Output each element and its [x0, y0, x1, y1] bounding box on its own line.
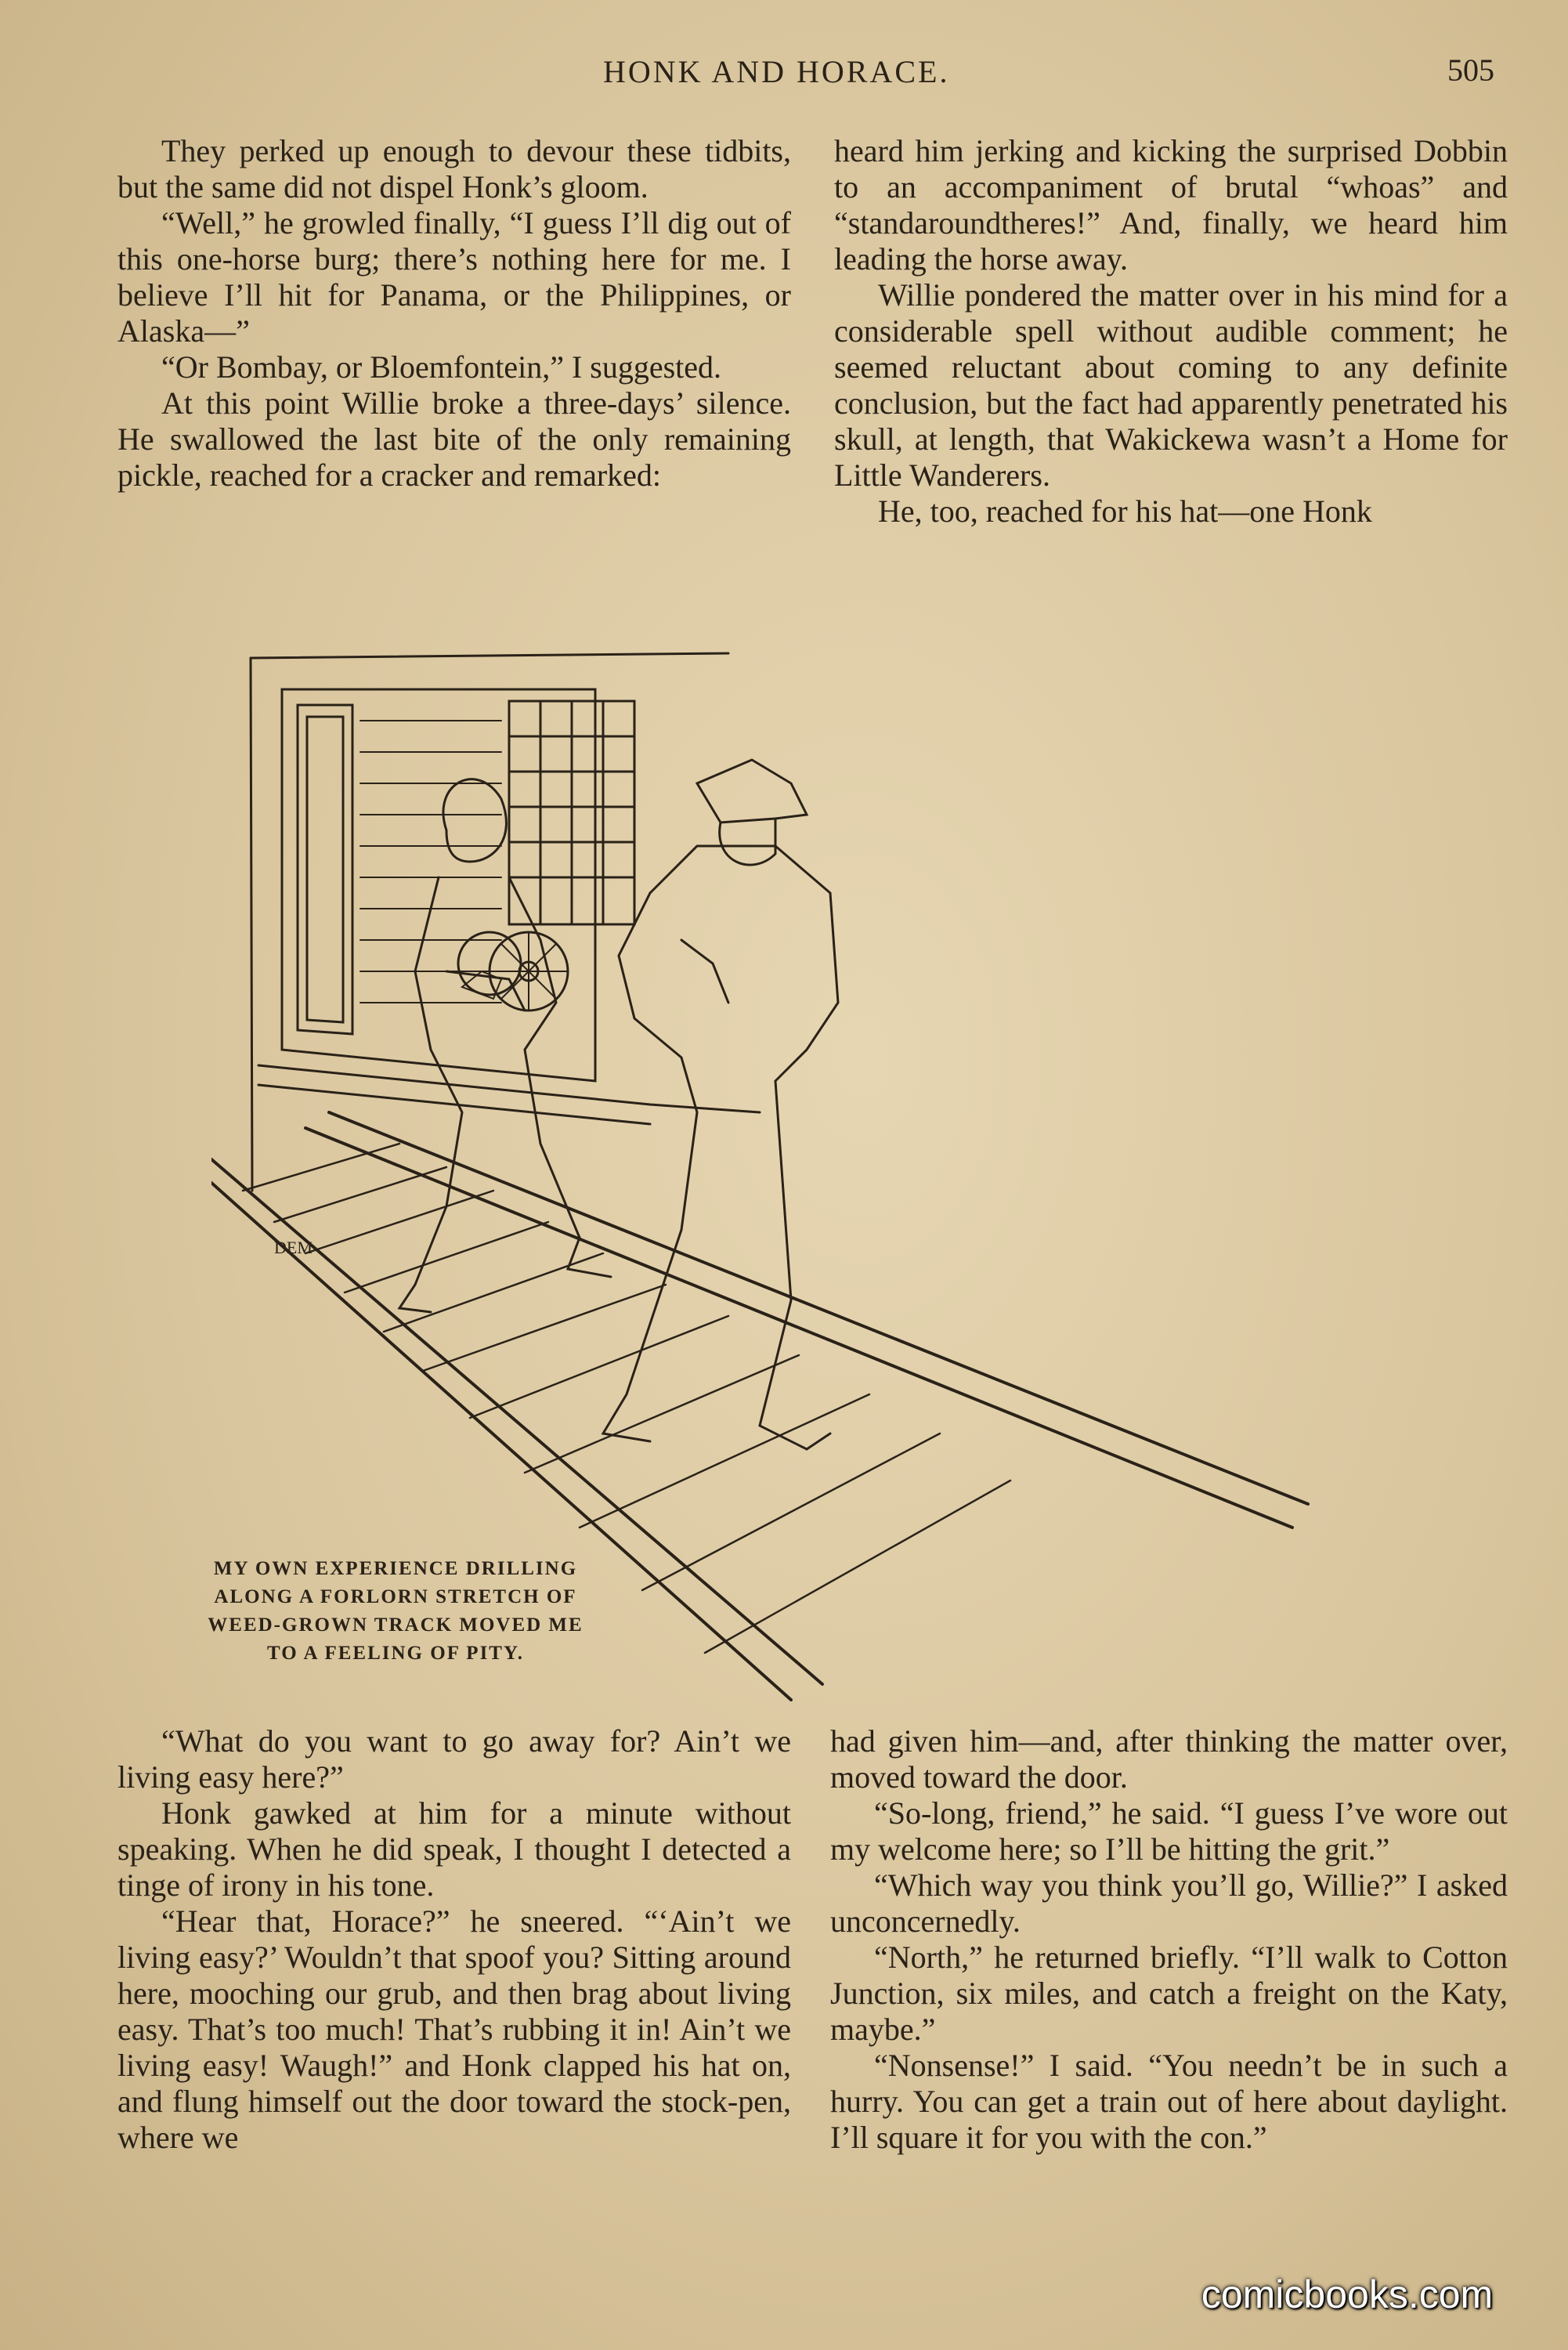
text-column-top-right: [834, 133, 1508, 530]
paragraph: “North,” he returned briefly. “I’ll walk to Cotton Junction, six miles, and catch a freight on the Katy, maybe.”: [830, 1940, 1508, 2047]
text-column-top-left: [117, 133, 791, 494]
paragraph: Willie pondered the matter over in his mind for a considerable spell without audible comment; he seemed reluctant about coming to any definite conclusion, but the fact had apparently penetrated his skull, at length, that Wakickewa wasn’t a Home for Little Wanderers.: [834, 277, 1508, 493]
text-column-bottom-right: [830, 1723, 1508, 2156]
paragraph: He, too, reached for his hat—one Honk: [878, 494, 1372, 529]
artist-signature: DEM: [274, 1238, 313, 1257]
paragraph: “Or Bombay, or Bloemfontein,” I suggested.: [161, 349, 722, 385]
paragraph: “What do you want to go away for? Ain’t we living easy here?”: [117, 1723, 791, 1795]
paragraph: “Nonsense!” I said. “You needn’t be in such a hurry. You can get a train out of here about daylight. I’ll square it for you with the con.”: [830, 2048, 1508, 2155]
paragraph: “Well,” he growled finally, “I guess I’ll dig out of this one-horse burg; there’s nothing here for me. I believe I’ll hit for Panama, or the Philippines, or Alaska—”: [117, 205, 791, 349]
paragraph: “Which way you think you’ll go, Willie?” I asked unconcernedly.: [830, 1867, 1508, 1939]
running-title: HONK AND HORACE.: [603, 54, 950, 89]
paragraph: At this point Willie broke a three-days’ silence. He swallowed the last bite of the only remaining pickle, reached for a cracker and remarked:: [117, 385, 791, 493]
paragraph: had given him—and, after thinking the matter over, moved toward the door.: [830, 1723, 1508, 1795]
illustration-two-men-on-railroad-track: [211, 642, 1347, 1708]
illustration-caption: MY OWN EXPERIENCE DRILLING ALONG A FORLORN STRETCH OF WEED-GROWN TRACK MOVED ME TO A FEELING OF PITY.: [208, 1558, 583, 1664]
text-column-bottom-left: [117, 1723, 791, 2156]
page-header: [0, 47, 1568, 102]
site-watermark: comicbooks.com: [1201, 2272, 1494, 2316]
paragraph: Honk gawked at him for a minute without speaking. When he did speak, I thought I detected a tinge of irony in his tone.: [117, 1795, 791, 1903]
paragraph: “Hear that, Horace?” he sneered. “‘Ain’t we living easy?’ Wouldn’t that spoof you? Sitting around here, mooching our grub, and then brag about living easy. That’s too much! That’s rubbing it in! Ain’t we living easy! Waugh!” and Honk clapped his hat on, and flung himself out the door toward the stock-pen, where we: [117, 1904, 791, 2155]
paragraph: heard him jerking and kicking the surprised Dobbin to an accompaniment of brutal “whoas” and “standaroundtheres!” And, finally, we heard him leading the horse away.: [834, 133, 1508, 277]
page-number: 505: [1447, 52, 1494, 88]
paragraph: “So-long, friend,” he said. “I guess I’ve wore out my welcome here; so I’ll be hitting the grit.”: [830, 1795, 1508, 1867]
paragraph: They perked up enough to devour these tidbits, but the same did not dispel Honk’s gloom.: [117, 133, 791, 204]
